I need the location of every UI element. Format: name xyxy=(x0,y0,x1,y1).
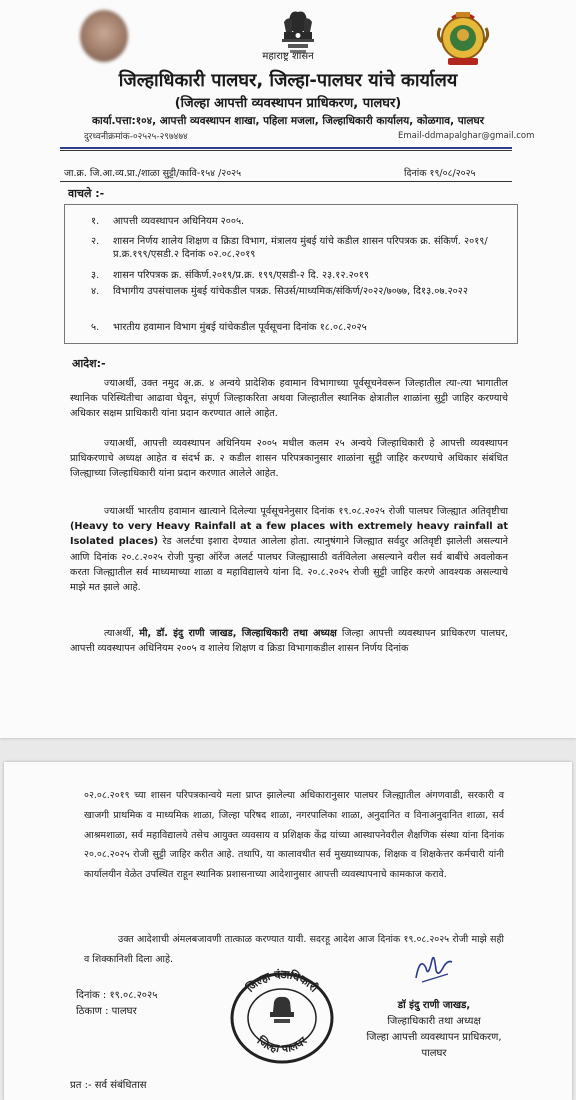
reference-item-number: १. xyxy=(91,216,100,227)
order-paragraph-1 xyxy=(70,376,508,422)
svg-text:जिल्हा दंडाधिकारी xyxy=(242,968,322,996)
read-heading: वाचले :- xyxy=(68,187,105,200)
header-divider-thin xyxy=(60,150,512,151)
reference-item-number: ३. xyxy=(91,270,100,281)
stamp-text-top: जिल्हा दंडाधिकारी xyxy=(243,967,321,995)
header-divider xyxy=(60,147,512,149)
reference-divider xyxy=(60,181,512,182)
collector-name-bold: मी, डॉ. इंदु राणी जाखड, जिल्हाधिकारी तथा अध्यक्ष xyxy=(139,628,337,639)
email-address: Email-ddmapalghar@gmail.com xyxy=(398,131,535,141)
rainfall-warning-text: (Heavy to very Heavy Rainfall at a few places with extremely heavy rainfall at Isolated places) xyxy=(70,521,508,548)
district-magistrate-stamp xyxy=(228,966,336,1064)
order-paragraph-2 xyxy=(70,436,508,482)
order-paragraph-1-text: ज्याअर्थी, उक्त नमुद अ.क्र. ४ अन्वये प्रादेशिक हवामान विभागाच्या पूर्वसूचनेवरून जिल्हातील त्या-त्या भागातील स्थानिक परिस्थितीचा आढावा घेवून, संपूर्ण जिल्हाकरिता अथवा जिल्हातील स्थानिक क्षेत्रातील शाळांना सुट्टी जाहिर करण्याचे अधिकार सक्षम प्राधिकारी यांना प्रदान करण्यात आले आहेत. xyxy=(70,378,508,420)
order-paragraph-3 xyxy=(70,504,508,595)
references-box xyxy=(64,204,518,344)
office-title: जिल्हाधिकारी पालघर, जिल्हा-पालघर यांचे कार्यालय xyxy=(118,70,458,91)
phone-number: दुरध्वनीक्रमांक-०२५२५-२९७४७४ xyxy=(84,132,188,142)
order-paragraph-4-text-cont: जिल्हा आपत्ती व्यवस्थापन प्राधिकरण पालघर, आपत्ती व्यवस्थापन अधिनियम २००५ व शालेय शिक्षण व क्रिडा विभागाकडील शासन निर्णय दिनांक xyxy=(70,628,508,655)
signatory-title: जिल्हाधिकारी तथा अध्यक्ष xyxy=(387,1016,481,1027)
order-paragraph-2-text: ज्याअर्थी, आपत्ती व्यवस्थापन अधिनियम २००५ मधील कलम २५ अन्वये जिल्हाधिकारी हे आपत्ती व्यवस्थापन प्राधिकरणाचे अध्यक्ष आहेत व संदर्भ क्र. २ कडील शासन परिपत्रकानुसार शाळांना सुट्टी जाहिर करण्याचे अधिकार संबंधित जिल्ह्याच्या जिल्हाधिकारी यांना प्रदान करणात आलेले आहेत. xyxy=(70,438,508,480)
order-paragraph-3-text-cont: रेड अलर्टचा इशारा देण्यात आलेला होता. त्यानुषंगाने जिल्ह्यात सर्वदुर अतिवृष्टी झालेली असल्याने आणि दिनांक २०.८.२०२५ रोजी पुन्हा ऑरेंज अलर्ट पालघर जिल्ह्यासाठी वर्तविलेला असल्याने वरील सर्व बाबींचे अवलोकन करता जिल्ह्यातील सर्व माध्यमाच्या शाळा व महाविद्यालये यांना दि. २०.८.२०२५ रोजी सुट्टी जाहिर करणे आवश्यक असल्याचे माझे मत झाले आहे. xyxy=(70,536,508,594)
reference-item-text: आपत्ती व्यवस्थापन अधिनियम २००५. xyxy=(113,216,245,227)
order-place-line: ठिकाण : पालघर xyxy=(76,1006,137,1017)
signature-image xyxy=(408,948,458,988)
signatory-name: डॉ इंदु राणी जाखड, xyxy=(397,1000,471,1011)
office-address: कार्या.पत्ता:१०४, आपत्ती व्यवस्थापन शाखा, पहिला मजला, जिल्हाधिकारी कार्यालय, कोळगाव, पालघर xyxy=(91,115,485,127)
reference-item-number: ४. xyxy=(91,286,100,297)
reference-item-number: ५. xyxy=(91,322,100,333)
stamp-text-bottom: जिल्हा पालघर xyxy=(254,1034,310,1056)
signatory-place: पालघर xyxy=(421,1048,447,1059)
order-paragraph-6-text: उक्त आदेशाची अंमलबजावणी तात्काळ करण्यात यावी. सदरहू आदेश आज दिनांक १९.०८.२०२५ रोजी माझे सही व शिक्कानिशी दिला आहे. xyxy=(84,934,504,965)
reference-number: जा.क्र. जि.आ.व्य.प्रा./शाळा सुट्टी/कावि-१५४ /२०२५ xyxy=(64,168,242,179)
signatory-block xyxy=(354,998,514,1062)
reference-item-text: विभागीय उपसंचालक मुंबई यांचेकडील पत्रक्र. सिउर्स/माध्यमिक/संकिर्ण/२०२२/७०७७, दि१३.०७.२०२२ xyxy=(113,286,468,297)
order-date-line: दिनांक : १९.०८.२०२५ xyxy=(76,990,158,1001)
order-paragraph-3-text: ज्याअर्थी भारतीय हवामान खात्याने दिलेल्या पूर्वसूचनेनुसार दिनांक १९.०८.२०२५ रोजी पालघर जिल्ह्यात अतिवृष्टीचा xyxy=(104,506,508,517)
copy-to-line: प्रत :- सर्व संबंधितास xyxy=(70,1080,147,1091)
signatory-org: जिल्हा आपत्ती व्यवस्थापन प्राधिकरण, xyxy=(366,1032,502,1043)
order-heading: आदेश:- xyxy=(72,357,106,370)
order-paragraph-5: ०२.०८.२०१९ च्या शासन परिपत्रकान्वये मला प्राप्त झालेल्या अधिकारानुसार पालघर जिल्ह्यातील अंगणवाडी, सरकारी व खाजगी प्राथमिक व माध्यमिक शाळा, जिल्हा परिषद शाळा, नगरपालिका शाळा, अनुदानित व विनाअनुदानित शाळा, सर्व आश्रमशाळा, सर्व महाविद्यालये तसेच आयुक्त व्यवसाय व प्रशिक्षक केंद्र यांच्या आस्थापनेवरील शैक्षणिक संस्था यांना दिनांक २०.०८.२०२५ रोजी सुट्टी जाहिर करीत आहे. तथापि, या कालावधीत सर्व मुख्याध्यापक, शिक्षक व शिक्षकेत्तर कर्मचारी यांनी कार्यालयीन वेळेत उपस्थित राहून स्थानिक प्रशासनाच्या आदेशानुसार आपत्ती व्यवस्थापनाचे कामकाज करावे. xyxy=(84,790,504,881)
reference-item-number: २. xyxy=(91,236,100,247)
order-paragraph-4 xyxy=(70,626,508,656)
order-paragraph-4-text: त्याअर्थी, xyxy=(104,628,140,639)
reference-item-text: शासन निर्णय शालेय शिक्षण व क्रिडा विभाग, मंत्रालय मुंबई यांचे कडील शासन परिपत्रक क्र. संकिर्ण. २०१९/प्र.क्र.१९९/एसडी.२ दिनांक ०२.०८.२०१९ xyxy=(113,236,488,260)
reference-item-text: भारतीय हवामान विभाग मुंबई यांचेकडील पूर्वसूचना दिनांक १८.०८.२०२५ xyxy=(113,322,367,333)
svg-text:जिल्हा पालघर xyxy=(254,1033,310,1056)
office-subtitle: (जिल्हा आपत्ती व्यवस्थापन प्राधिकरण, पालघर) xyxy=(174,96,402,111)
maharashtra-shasan-label: महाराष्ट्र शासन xyxy=(262,51,314,62)
reference-item-text: शासन परिपत्रक क्र. संकिर्ण.२०१९/प्र.क्र. १९९/एसडी-२ दि. २३.१२.२०१९ xyxy=(113,270,369,281)
reference-date: दिनांक १९/०८/२०२५ xyxy=(404,168,476,179)
